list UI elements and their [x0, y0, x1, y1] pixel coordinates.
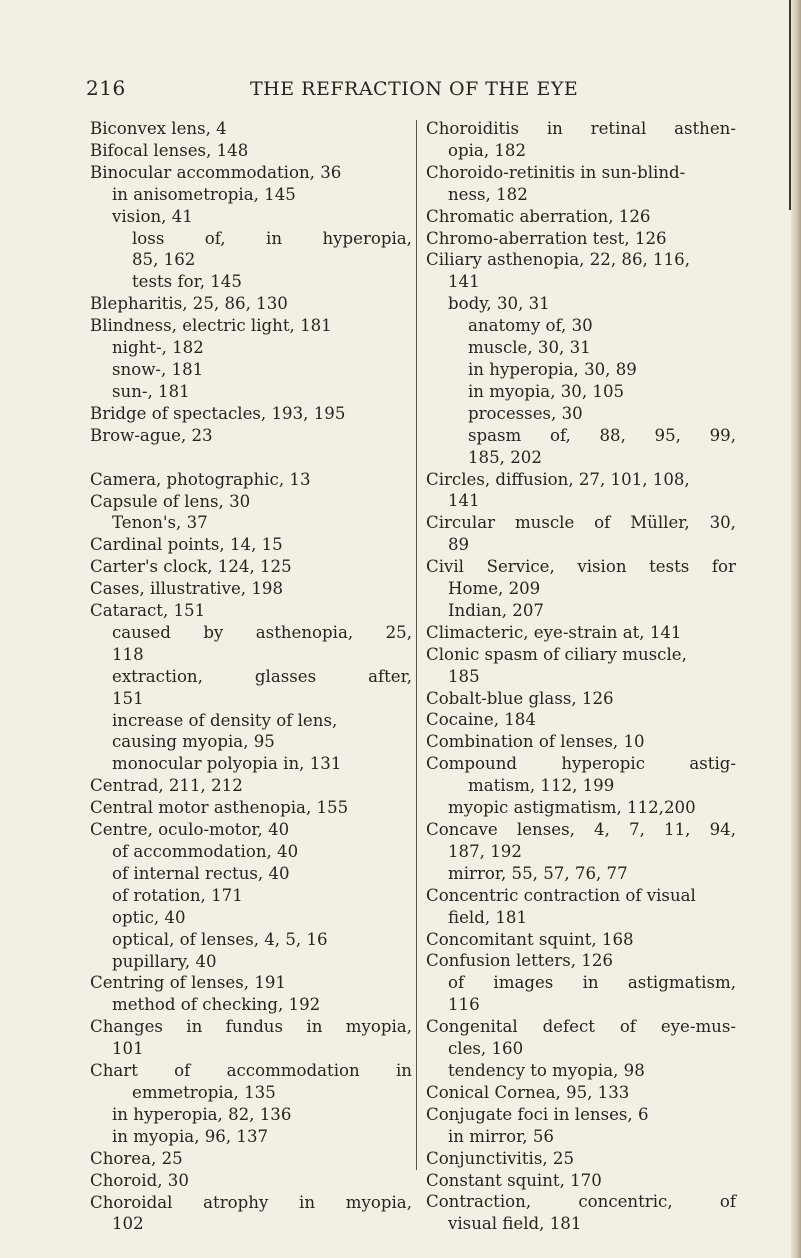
index-subentry: in myopia, 30, 105 [468, 381, 625, 401]
index-entry: Cardinal points, 14, 15 [90, 535, 283, 555]
index-subentry: anatomy of, 30 [468, 316, 593, 336]
index-entry: Confusion letters, 126 [426, 951, 613, 971]
index-entry: Chromo-aberration test, 126 [426, 228, 667, 248]
index-entry: Civil Service, vision tests for [426, 557, 736, 577]
index-entry: Choroido-retinitis in sun-blind- [426, 162, 686, 182]
index-subentry: night-, 182 [112, 338, 204, 358]
index-subentry: in mirror, 56 [448, 1126, 554, 1146]
index-entry: Circular muscle of Müller, 30, [426, 513, 736, 533]
index-subentry: 101 [112, 1039, 144, 1059]
index-subentry: emmetropia, 135 [132, 1082, 276, 1102]
index-subentry: sun-, 181 [112, 381, 190, 401]
index-subentry: of images in astigmatism, [448, 973, 736, 993]
index-subentry: processes, 30 [468, 403, 583, 423]
index-subentry: 185 [448, 666, 480, 686]
page-header [0, 74, 801, 104]
index-entry: Centre, oculo-motor, 40 [90, 820, 290, 840]
index-subentry: pupillary, 40 [112, 951, 217, 971]
index-subentry: matism, 112, 199 [468, 776, 615, 796]
index-entry: Brow-ague, 23 [90, 425, 213, 445]
index-entry: Centrad, 211, 212 [90, 776, 243, 796]
index-subentry: opia, 182 [448, 140, 527, 160]
index-entry: Concomitant squint, 168 [426, 929, 634, 949]
index-subentry: body, 30, 31 [448, 294, 550, 314]
index-subentry: 141 [448, 491, 480, 511]
index-entry: Changes in fundus in myopia, [90, 1017, 412, 1037]
index-subentry: of rotation, 171 [112, 885, 243, 905]
index-subentry: 85, 162 [132, 250, 196, 270]
index-entry: Choroiditis in retinal asthen- [426, 119, 736, 138]
index-subentry: mirror, 55, 57, 76, 77 [448, 863, 628, 883]
index-subentry: 187, 192 [448, 841, 522, 861]
index-entry: Constant squint, 170 [426, 1170, 602, 1190]
index-subentry: of internal rectus, 40 [112, 863, 290, 883]
page-edge-shadow [791, 0, 801, 1258]
index-entry: Clonic spasm of ciliary muscle, [426, 644, 687, 664]
index-section-gap [90, 447, 412, 469]
index-subentry: ness, 182 [448, 184, 528, 204]
index-subentry: extraction, glasses after, [112, 666, 412, 686]
index-subentry: in hyperopia, 30, 89 [468, 359, 637, 379]
index-column-left [90, 118, 412, 1235]
index-subentry: optic, 40 [112, 907, 186, 927]
index-subentry: of accommodation, 40 [112, 842, 299, 861]
index-subentry: 89 [448, 535, 470, 555]
index-entry: Congenital defect of eye-mus- [426, 1017, 736, 1037]
index-entry: Bifocal lenses, 148 [90, 140, 249, 160]
index-subentry: 151 [112, 688, 144, 708]
index-entry: Choroidal atrophy in myopia, [90, 1192, 412, 1212]
index-entry: Combination of lenses, 10 [426, 732, 645, 752]
index-entry: Circles, diffusion, 27, 101, 108, [426, 469, 690, 489]
index-entry: Ciliary asthenopia, 22, 86, 116, [426, 250, 691, 270]
index-subentry: 102 [112, 1214, 144, 1234]
index-subentry: Indian, 207 [448, 600, 544, 620]
index-subentry: loss of, in hyperopia, [132, 228, 412, 248]
index-entry: Conjunctivitis, 25 [426, 1148, 574, 1168]
index-subentry: in hyperopia, 82, 136 [112, 1104, 292, 1124]
index-subentry: caused by asthenopia, 25, [112, 622, 412, 642]
index-subentry: in anisometropia, 145 [112, 184, 296, 204]
index-subentry: vision, 41 [112, 206, 193, 226]
index-subentry: Home, 209 [448, 579, 541, 599]
index-subentry: 116 [448, 995, 480, 1015]
index-entry: Conjugate foci in lenses, 6 [426, 1104, 649, 1124]
index-entry: Central motor asthenopia, 155 [90, 798, 349, 818]
index-column-right [426, 118, 736, 1235]
index-subentry: tendency to myopia, 98 [448, 1060, 645, 1080]
index-subentry: increase of density of lens, [112, 710, 338, 730]
index-entry: Cobalt-blue glass, 126 [426, 688, 614, 708]
index-entry: Conical Cornea, 95, 133 [426, 1082, 630, 1102]
index-subentry: 141 [448, 272, 480, 292]
running-title: THE REFRACTION OF THE EYE [250, 78, 579, 100]
index-entry: Blindness, electric light, 181 [90, 316, 332, 336]
index-entry: Centring of lenses, 191 [90, 973, 286, 993]
column-divider [416, 120, 417, 1170]
index-entry: Chart of accommodation in [90, 1061, 412, 1081]
index-entry: Camera, photographic, 13 [90, 469, 311, 489]
page-number: 216 [86, 76, 126, 100]
index-entry: Bridge of spectacles, 193, 195 [90, 403, 346, 423]
index-subentry: muscle, 30, 31 [468, 338, 591, 358]
index-subentry: tests for, 145 [132, 272, 242, 292]
index-entry: Compound hyperopic astig- [426, 754, 736, 774]
index-entry: Binocular accommodation, 36 [90, 162, 342, 182]
index-subentry: snow-, 181 [112, 359, 204, 379]
index-subentry: optical, of lenses, 4, 5, 16 [112, 929, 328, 949]
page-edge-line [789, 0, 791, 210]
index-entry: Climacteric, eye-strain at, 141 [426, 622, 682, 642]
index-subentry: in myopia, 96, 137 [112, 1126, 269, 1146]
index-entry: Choroid, 30 [90, 1170, 189, 1190]
index-subentry: Tenon's, 37 [112, 513, 208, 533]
index-entry: Biconvex lens, 4 [90, 119, 227, 138]
index-subentry: field, 181 [448, 907, 528, 927]
index-subentry: visual field, 181 [448, 1214, 582, 1234]
index-entry: Blepharitis, 25, 86, 130 [90, 294, 288, 314]
index-subentry: 185, 202 [468, 447, 542, 467]
index-subentry: method of checking, 192 [112, 995, 321, 1015]
index-subentry: cles, 160 [448, 1039, 524, 1059]
index-entry: Concentric contraction of visual [426, 885, 696, 905]
index-subentry: spasm of, 88, 95, 99, [468, 425, 736, 445]
index-entry: Cases, illustrative, 198 [90, 579, 283, 599]
index-entry: Carter's clock, 124, 125 [90, 557, 292, 577]
index-entry: Cocaine, 184 [426, 710, 536, 730]
index-subentry: monocular polyopia in, 131 [112, 754, 342, 774]
index-entry: Contraction, concentric, of [426, 1192, 736, 1212]
index-entry: Concave lenses, 4, 7, 11, 94, [426, 820, 736, 839]
index-subentry: 118 [112, 644, 144, 664]
index-subentry: myopic astigmatism, 112,200 [448, 798, 696, 818]
index-subentry: causing myopia, 95 [112, 732, 275, 752]
index-entry: Chromatic aberration, 126 [426, 206, 651, 226]
index-entry: Chorea, 25 [90, 1148, 183, 1168]
index-entry: Capsule of lens, 30 [90, 491, 251, 511]
index-entry: Cataract, 151 [90, 601, 206, 621]
